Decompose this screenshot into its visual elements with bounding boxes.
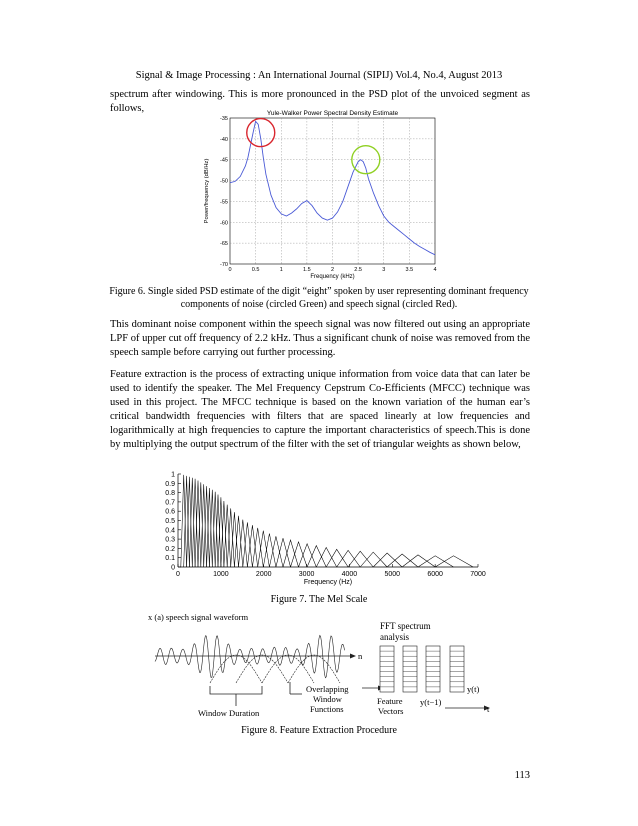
overlap-label-3: Functions xyxy=(310,704,344,714)
fft-frame xyxy=(380,646,394,692)
mel-filter-triangle xyxy=(373,553,402,567)
figure-7-mel-filterbank xyxy=(140,468,490,590)
figure-7-caption: Figure 7. The Mel Scale xyxy=(270,594,368,605)
x-tick-label: 2.5 xyxy=(354,267,362,273)
y-tick-label: 1 xyxy=(171,471,175,479)
window-duration-bracket xyxy=(210,686,262,694)
mel-filter-triangle xyxy=(276,538,291,567)
time-axis-arrow xyxy=(350,654,356,659)
mel-filter-triangle xyxy=(239,520,248,567)
x-axis-label: Frequency (kHz) xyxy=(310,274,355,280)
mel-filter-triangle xyxy=(204,486,210,567)
speech-waveform xyxy=(155,635,345,677)
y-tick-label: 0 xyxy=(171,564,175,572)
mel-filter-triangle xyxy=(263,534,276,568)
x-tick-label: 7000 xyxy=(470,571,486,578)
yt-minus-1-label: y(t−1) xyxy=(420,697,442,707)
fft-frame-box xyxy=(403,646,417,692)
fft-frame-box xyxy=(426,646,440,692)
mel-filter-triangle xyxy=(227,508,234,567)
mel-filter-triangle xyxy=(252,528,263,567)
y-tick-label: 0.8 xyxy=(165,490,175,498)
figure-6-psd-chart xyxy=(200,108,450,283)
mel-filter-triangle xyxy=(212,492,218,567)
y-tick-label: -45 xyxy=(220,157,228,164)
chart-title: Yule-Walker Power Spectral Density Estimate xyxy=(266,110,399,117)
waveform-label: x (a) speech signal waveform xyxy=(148,612,249,622)
mel-filter-triangle xyxy=(189,478,195,567)
mel-filter-triangle xyxy=(337,550,361,567)
y-tick-label: 0.7 xyxy=(165,499,175,507)
mel-filter-triangle xyxy=(418,556,454,567)
fft-frame xyxy=(403,646,417,692)
figure-6-caption-line1: Figure 6. Single sided PSD estimate of the digit “eight” spoken by user representing dominant frequency xyxy=(109,286,529,297)
mel-filter-triangle xyxy=(192,479,198,567)
mel-filter-triangle xyxy=(221,501,227,567)
mel-filter-triangle xyxy=(258,531,270,567)
y-tick-label: -60 xyxy=(220,220,228,227)
overlap-label-2: Window xyxy=(313,694,342,704)
n-label: n xyxy=(358,651,363,661)
window-function xyxy=(262,655,314,683)
mel-filter-triangle xyxy=(209,490,215,567)
t-label: t xyxy=(487,704,490,714)
x-tick-label: 3.5 xyxy=(405,267,414,273)
x-tick-label: 0 xyxy=(176,571,180,578)
waveform-trace xyxy=(155,635,345,677)
x-tick-label: 6000 xyxy=(427,571,443,578)
window-function xyxy=(210,655,262,683)
fft-label-1: FFT spectrum xyxy=(380,621,431,631)
y-tick-label: -55 xyxy=(220,199,228,206)
paragraph-intro: spectrum after windowing. This is more pronounced in the PSD plot of the unvoiced segment as follows, xyxy=(110,89,530,114)
figure-8-feature-extraction-diagram xyxy=(140,608,500,723)
mel-filter-triangle xyxy=(247,525,257,567)
y-tick-label: -50 xyxy=(220,178,228,185)
mel-filter-triangle xyxy=(187,477,193,567)
x-tick-label: 5000 xyxy=(384,571,401,578)
mel-filter-triangle xyxy=(218,497,224,567)
y-tick-label: -40 xyxy=(220,136,228,143)
mel-filter-triangle xyxy=(201,484,207,567)
mel-filter-triangle xyxy=(231,512,239,567)
feature-label-2: Vectors xyxy=(378,706,404,716)
y-tick-label: 0.5 xyxy=(165,518,175,525)
mel-filter-triangle xyxy=(243,522,253,567)
mel-filter-triangle xyxy=(402,555,435,567)
x-tick-label: 1000 xyxy=(213,571,229,578)
x-tick-label: 1 xyxy=(279,267,283,273)
mel-filter-triangle xyxy=(435,556,473,567)
x-tick-label: 3000 xyxy=(298,571,315,578)
mel-filter-triangle xyxy=(181,475,187,567)
mel-filter-triangle xyxy=(307,546,326,567)
y-axis-label: Power/frequency (dB/Hz) xyxy=(204,158,210,224)
x-tick-label: 1.5 xyxy=(303,267,311,273)
fft-frames xyxy=(380,646,464,692)
figure-8-caption: Figure 8. Feature Extraction Procedure xyxy=(241,725,397,736)
feature-label-1: Feature xyxy=(377,696,403,706)
paragraph-feature-extraction: Feature extraction is the process of extracting unique information from voice data that can later be used to identify the speaker. The Mel Frequency Cepstrum Co-Efficients (MFCC) technique was used in this project. The MFCC technique is based on the known variation of the human ear’s critical bandwidth frequencies with filters that are spaced linearly at low frequencies and logarithmically at high frequencies to capture the important characteristics of speech.This is done by multiplying the output spectrum of the filter with the set of triangular weights as shown below, xyxy=(110,369,530,450)
mel-filter-triangle xyxy=(198,482,204,567)
y-tick-label: -70 xyxy=(220,262,228,268)
mel-filter-triangle xyxy=(184,476,190,567)
x-tick-label: 0.5 xyxy=(251,267,260,273)
x-tick-label: 3 xyxy=(382,267,386,273)
mel-filter-triangle xyxy=(215,495,221,568)
paragraph-noise-filter: This dominant noise component within the speech signal was now filtered out using an appropriate LPF of upper cut off frequency of 2.2 kHz. Thus a significant chunk of noise was removed from the speech sample before carrying out further processing. xyxy=(110,319,530,358)
y-tick-label: 0.3 xyxy=(165,536,175,544)
y-tick-label: 0.1 xyxy=(165,555,175,563)
y-tick-label: 0.2 xyxy=(165,545,175,553)
window-function xyxy=(288,655,340,683)
mel-filter-triangle xyxy=(291,542,308,567)
mel-filter-triangle xyxy=(195,481,201,568)
y-tick-label: 0.6 xyxy=(165,508,175,516)
figure-6-caption-line2: components of noise (circled Green) and speech signal (circled Red). xyxy=(180,299,458,310)
mel-filter-triangle xyxy=(269,536,283,567)
y-tick-label: 0.9 xyxy=(165,480,175,488)
fft-frame-box xyxy=(380,646,394,692)
mel-filter-triangle xyxy=(326,549,348,567)
running-header: Signal & Image Processing : An International Journal (SIPIJ) Vol.4, No.4, August 2013 xyxy=(135,70,503,81)
mel-filter-triangle xyxy=(360,552,387,567)
y-tick-label: -65 xyxy=(220,241,228,248)
x-tick-label: 4000 xyxy=(341,571,358,578)
fft-frame xyxy=(450,646,464,692)
x-tick-label: 4 xyxy=(433,267,437,273)
y-tick-label: 0.4 xyxy=(165,527,175,535)
x-tick-label: 2 xyxy=(330,267,335,273)
filterbank-group xyxy=(181,475,473,567)
yt-label: y(t) xyxy=(467,684,480,694)
mel-filter-triangle xyxy=(283,540,299,567)
x-axis-label: Frequency (Hz) xyxy=(303,579,353,586)
mel-filter-triangle xyxy=(234,516,242,567)
x-tick-label: 0 xyxy=(228,267,232,273)
page-number: 113 xyxy=(514,770,530,781)
fft-label-2: analysis xyxy=(380,632,409,642)
x-tick-label: 2000 xyxy=(255,571,272,578)
mel-filter-triangle xyxy=(224,505,231,567)
mel-filter-triangle xyxy=(207,488,213,567)
y-tick-label: -35 xyxy=(220,116,228,122)
window-duration-label: Window Duration xyxy=(198,708,260,718)
figure-6-caption xyxy=(108,285,530,311)
mel-filter-triangle xyxy=(316,548,336,568)
mel-filter-triangle xyxy=(299,544,317,567)
mel-filter-triangle xyxy=(387,554,418,567)
overlapping-windows xyxy=(210,655,340,683)
fft-frame xyxy=(426,646,440,692)
mel-filter-triangle xyxy=(348,551,373,567)
fft-frame-box xyxy=(450,646,464,692)
overlap-label-1: Overlapping xyxy=(306,684,349,694)
